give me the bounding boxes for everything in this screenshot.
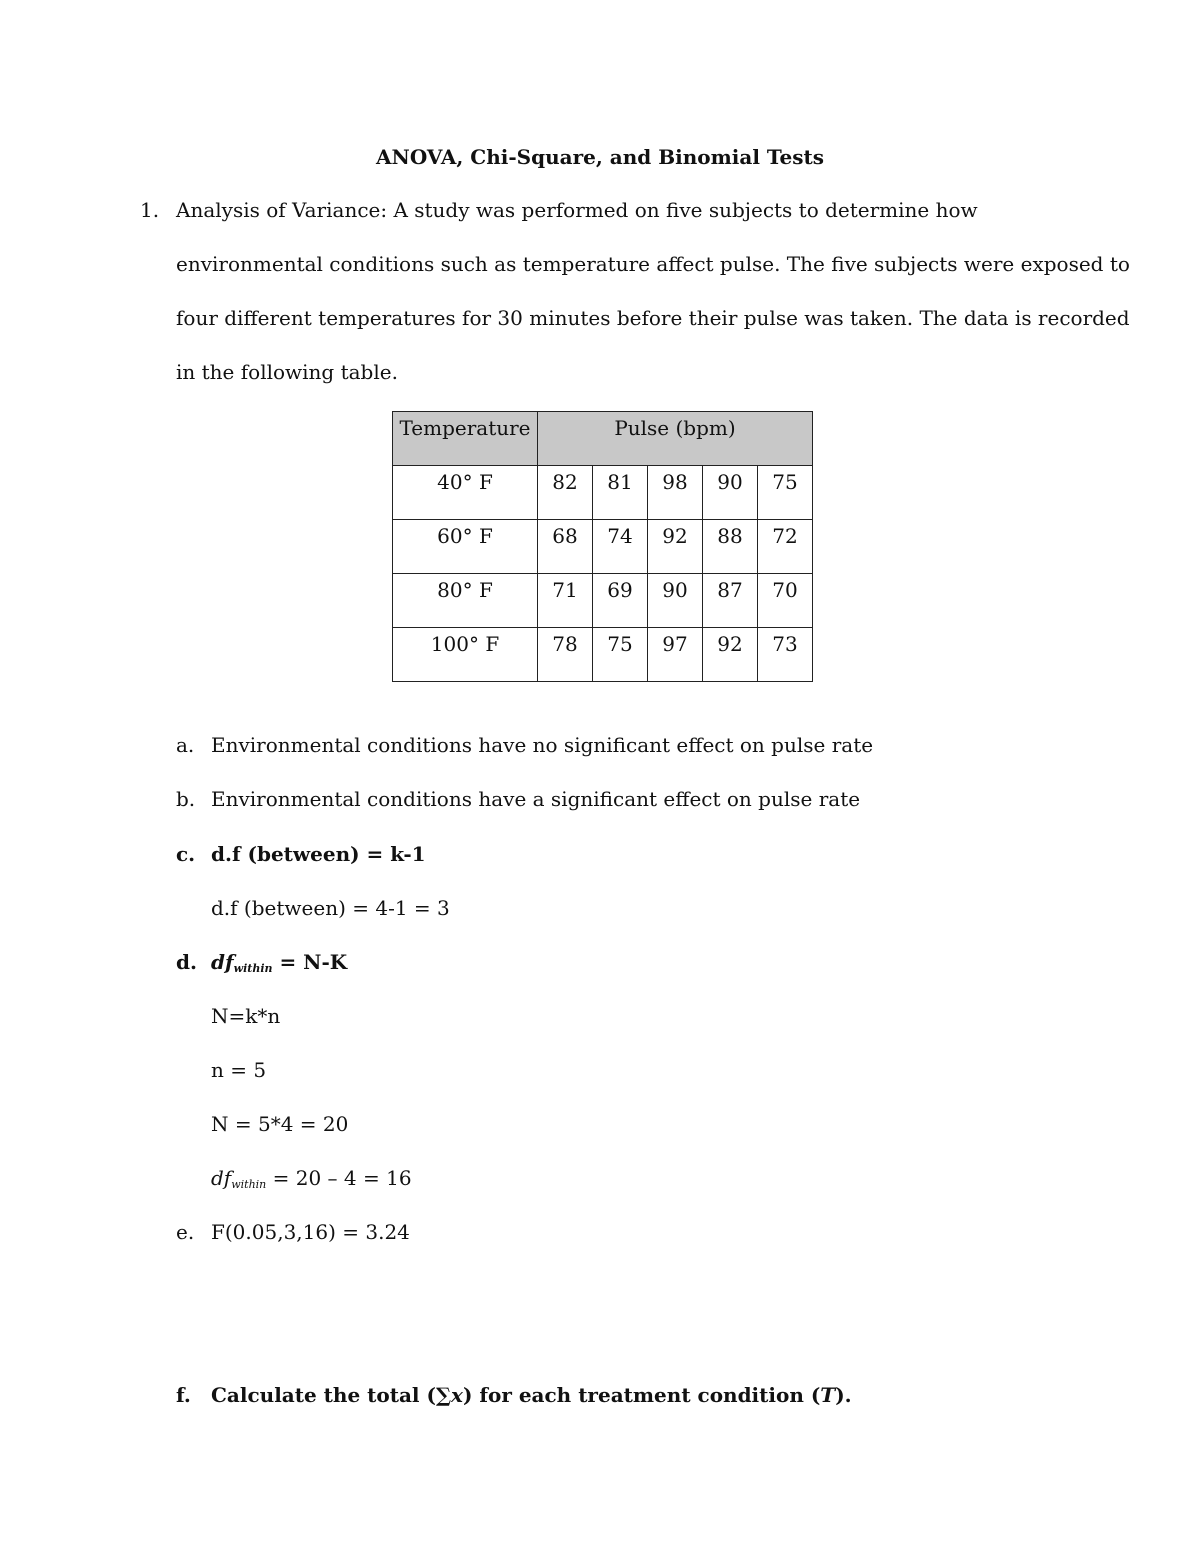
part-f-text-mid: ) for each treatment condition ( [462, 1383, 821, 1407]
pulse-cell: 74 [593, 520, 648, 574]
part-c-answer: d.f (between) = 4-1 = 3 [211, 896, 450, 920]
t-variable: T [820, 1383, 836, 1407]
part-b-text: Environmental conditions have a significant effect on pulse rate [211, 787, 861, 811]
header-pulse: Pulse (bpm) [538, 412, 813, 466]
table-row [393, 628, 813, 682]
part-f-text-after: ). [835, 1383, 852, 1407]
pulse-data-table [392, 411, 813, 682]
temp-cell: 60° F [393, 520, 538, 574]
table-row [393, 574, 813, 628]
question-line-1: Analysis of Variance: A study was performed on five subjects to determine how [176, 198, 978, 222]
part-a-label: a. [176, 733, 195, 757]
x-variable: x [451, 1383, 463, 1407]
part-d-line-2: n = 5 [211, 1058, 267, 1082]
part-c-label: c. [176, 842, 196, 866]
temp-cell: 100° F [393, 628, 538, 682]
part-f-text-before: Calculate the total ( [211, 1383, 436, 1407]
table-row [393, 466, 813, 520]
part-f-label: f. [176, 1383, 191, 1407]
part-d-line-3: N = 5*4 = 20 [211, 1112, 349, 1136]
header-temperature: Temperature [393, 412, 538, 466]
pulse-cell: 70 [758, 574, 813, 628]
df-subscript: within [231, 1178, 267, 1191]
pulse-cell: 73 [758, 628, 813, 682]
pulse-cell: 71 [538, 574, 593, 628]
df-symbol: df [211, 950, 234, 974]
sigma-symbol: ∑ [435, 1383, 452, 1407]
part-d-line-1: N=k*n [211, 1004, 281, 1028]
table-header-row [393, 412, 813, 466]
pulse-cell: 90 [648, 574, 703, 628]
pulse-cell: 69 [593, 574, 648, 628]
pulse-cell: 78 [538, 628, 593, 682]
pulse-cell: 97 [648, 628, 703, 682]
pulse-cell: 81 [593, 466, 648, 520]
part-d-label: d. [176, 950, 197, 974]
pulse-cell: 68 [538, 520, 593, 574]
temp-cell: 80° F [393, 574, 538, 628]
df-subscript: within [233, 962, 273, 975]
question-number: 1. [140, 198, 160, 222]
pulse-cell: 88 [703, 520, 758, 574]
part-b-label: b. [176, 787, 196, 811]
temp-cell: 40° F [393, 466, 538, 520]
table-row [393, 520, 813, 574]
question-line-3: four different temperatures for 30 minutes before their pulse was taken. The data is recorded [176, 306, 1130, 330]
pulse-cell: 90 [703, 466, 758, 520]
df-symbol: df [211, 1166, 232, 1190]
pulse-cell: 72 [758, 520, 813, 574]
part-e-text: F(0.05,3,16) = 3.24 [211, 1220, 410, 1244]
pulse-cell: 98 [648, 466, 703, 520]
part-d-final [211, 1165, 412, 1198]
pulse-cell: 82 [538, 466, 593, 520]
part-d-formula [211, 949, 347, 982]
pulse-cell: 75 [593, 628, 648, 682]
question-line-4: in the following table. [176, 360, 398, 384]
pulse-cell: 75 [758, 466, 813, 520]
part-e-label: e. [176, 1220, 195, 1244]
pulse-cell: 87 [703, 574, 758, 628]
part-a-text: Environmental conditions have no significant effect on pulse rate [211, 733, 874, 757]
part-d-final-rest: = 20 – 4 = 16 [266, 1166, 412, 1190]
document-title: ANOVA, Chi-Square, and Binomial Tests [376, 145, 824, 169]
pulse-cell: 92 [703, 628, 758, 682]
part-f-text [211, 1382, 852, 1408]
part-c-formula: d.f (between) = k-1 [211, 842, 426, 866]
part-d-formula-rest: = N-K [272, 950, 348, 974]
pulse-cell: 92 [648, 520, 703, 574]
question-line-2: environmental conditions such as temperature affect pulse. The five subjects were exposed to [176, 252, 1130, 276]
